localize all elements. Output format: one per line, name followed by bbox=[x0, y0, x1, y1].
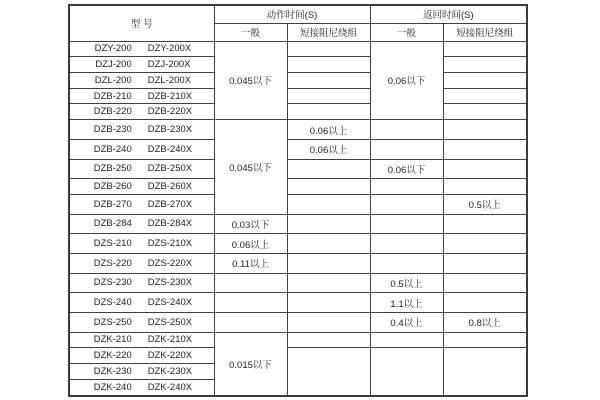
action-damping-subheader: 短接阻尼绕组 bbox=[287, 23, 370, 41]
model-cell bbox=[69, 312, 214, 332]
return-damping-cell bbox=[443, 234, 527, 254]
table-row bbox=[69, 253, 527, 273]
model-cell bbox=[69, 332, 214, 348]
spec-table bbox=[68, 4, 528, 397]
table-row bbox=[69, 57, 527, 73]
model-cell bbox=[69, 139, 214, 159]
model-cell bbox=[69, 72, 214, 88]
table-row bbox=[69, 179, 527, 195]
table-row bbox=[69, 139, 527, 159]
return-damping-cell: 0.5以上 bbox=[443, 194, 527, 214]
model-name-variant: DZB-210X bbox=[147, 90, 193, 102]
return-damping-cell bbox=[443, 120, 527, 140]
action-damping-cell bbox=[287, 57, 370, 73]
model-cell bbox=[69, 253, 214, 273]
model-name-primary: DZB-260 bbox=[93, 181, 132, 193]
return-damping-cell bbox=[443, 139, 527, 159]
action-damping-cell bbox=[287, 253, 370, 273]
return-damping-subheader: 短接阻尼绕组 bbox=[443, 23, 527, 41]
model-name-variant: DZB-240X bbox=[147, 143, 193, 155]
model-cell bbox=[69, 214, 214, 234]
model-name-primary: DZB-250 bbox=[93, 163, 132, 175]
model-name-variant: DZS-240X bbox=[147, 297, 193, 309]
model-name-primary: DZS-220 bbox=[93, 257, 132, 269]
model-header: 型 号 bbox=[69, 5, 214, 41]
action-general-cell: 0.06以上 bbox=[214, 234, 287, 254]
action-damping-cell bbox=[287, 159, 370, 179]
action-general-cell bbox=[214, 312, 287, 332]
model-name-variant: DZS-230X bbox=[147, 277, 193, 289]
action-general-cell: 0.015以下 bbox=[214, 332, 287, 396]
header-row-groups bbox=[69, 5, 527, 23]
action-damping-cell bbox=[287, 179, 370, 195]
model-name-variant: DZK-240X bbox=[147, 381, 193, 393]
action-time-header: 动作时间(S) bbox=[214, 5, 370, 23]
model-cell bbox=[69, 120, 214, 140]
action-general-cell bbox=[214, 293, 287, 313]
model-name-primary: DZK-210 bbox=[93, 334, 132, 346]
model-cell bbox=[69, 57, 214, 73]
return-general-cell bbox=[370, 194, 443, 214]
model-name-primary: DZS-240 bbox=[93, 297, 132, 309]
action-damping-cell bbox=[287, 234, 370, 254]
action-damping-cell bbox=[287, 332, 370, 348]
action-damping-cell: 0.06以上 bbox=[287, 120, 370, 140]
model-name-primary: DZL-200 bbox=[94, 74, 132, 86]
model-name-variant: DZB-284X bbox=[147, 218, 193, 230]
model-name-primary: DZB-240 bbox=[93, 143, 132, 155]
action-general-cell bbox=[214, 273, 287, 293]
action-damping-cell: 0.06以上 bbox=[287, 139, 370, 159]
model-name-primary: DZY-200 bbox=[94, 43, 132, 55]
return-general-cell bbox=[370, 234, 443, 254]
model-name-variant: DZS-250X bbox=[147, 316, 193, 328]
model-cell bbox=[69, 273, 214, 293]
model-name-primary: DZS-230 bbox=[93, 277, 132, 289]
model-name-variant: DZY-200X bbox=[147, 43, 192, 55]
return-damping-cell bbox=[443, 41, 527, 57]
table-row bbox=[69, 312, 527, 332]
return-general-cell: 0.4以上 bbox=[370, 312, 443, 332]
model-name-primary: DZB-220 bbox=[93, 106, 132, 118]
table-row bbox=[69, 348, 527, 364]
model-name-primary: DZJ-200 bbox=[95, 59, 132, 71]
action-damping-cell bbox=[287, 88, 370, 104]
return-general-cell bbox=[370, 179, 443, 195]
action-damping-cell bbox=[287, 273, 370, 293]
return-damping-cell bbox=[443, 88, 527, 104]
model-name-variant: DZB-230X bbox=[147, 124, 193, 135]
return-damping-cell bbox=[443, 72, 527, 88]
action-damping-cell bbox=[287, 72, 370, 88]
model-name-variant: DZB-270X bbox=[147, 198, 193, 210]
action-damping-cell bbox=[287, 194, 370, 214]
return-general-cell bbox=[370, 139, 443, 159]
return-damping-cell bbox=[443, 253, 527, 273]
action-damping-cell bbox=[287, 293, 370, 313]
model-name-variant: DZL-200X bbox=[147, 74, 192, 86]
return-damping-cell bbox=[443, 332, 527, 348]
model-cell bbox=[69, 348, 214, 364]
model-name-variant: DZJ-200X bbox=[147, 59, 191, 71]
return-general-cell: 0.06以下 bbox=[370, 159, 443, 179]
table-row bbox=[69, 104, 527, 120]
action-general-cell: 0.11以上 bbox=[214, 253, 287, 273]
return-damping-cell bbox=[443, 179, 527, 195]
return-general-cell: 0.5以上 bbox=[370, 273, 443, 293]
model-cell bbox=[69, 293, 214, 313]
return-general-cell: 0.06以下 bbox=[370, 41, 443, 120]
model-cell bbox=[69, 104, 214, 120]
action-general-cell: 0.045以下 bbox=[214, 41, 287, 120]
table-row bbox=[69, 194, 527, 214]
action-general-cell: 0.045以下 bbox=[214, 120, 287, 214]
return-general-cell: 1.1以上 bbox=[370, 293, 443, 313]
return-damping-cell bbox=[443, 293, 527, 313]
model-name-variant: DZK-210X bbox=[147, 334, 193, 346]
model-name-variant: DZB-260X bbox=[147, 181, 193, 193]
model-name-primary: DZK-230 bbox=[93, 365, 132, 377]
return-general-cell bbox=[370, 120, 443, 140]
model-name-primary: DZB-284 bbox=[93, 218, 132, 230]
model-name-primary: DZB-210 bbox=[93, 90, 132, 102]
model-name-primary: DZK-240 bbox=[93, 381, 132, 393]
action-damping-cell bbox=[287, 104, 370, 120]
table-row bbox=[69, 332, 527, 348]
return-general-cell bbox=[370, 348, 443, 396]
model-cell bbox=[69, 41, 214, 57]
table-row bbox=[69, 293, 527, 313]
return-damping-cell bbox=[443, 104, 527, 120]
model-name-primary: DZK-220 bbox=[93, 350, 132, 362]
action-damping-cell bbox=[287, 348, 370, 396]
table-row bbox=[69, 234, 527, 254]
return-damping-cell bbox=[443, 348, 527, 396]
model-cell bbox=[69, 88, 214, 104]
model-name-primary: DZS-250 bbox=[93, 316, 132, 328]
model-name-variant: DZS-220X bbox=[147, 257, 193, 269]
model-cell bbox=[69, 159, 214, 179]
table-row bbox=[69, 120, 527, 140]
action-damping-cell bbox=[287, 312, 370, 332]
model-name-variant: DZS-210X bbox=[147, 238, 193, 250]
action-damping-cell bbox=[287, 41, 370, 57]
table-row bbox=[69, 41, 527, 57]
return-damping-cell bbox=[443, 273, 527, 293]
return-time-header: 返回时间(S) bbox=[370, 5, 527, 23]
table-row bbox=[69, 273, 527, 293]
model-cell bbox=[69, 179, 214, 195]
table-row bbox=[69, 159, 527, 179]
action-general-subheader: 一般 bbox=[214, 23, 287, 41]
table-row bbox=[69, 214, 527, 234]
model-cell bbox=[69, 234, 214, 254]
model-cell bbox=[69, 364, 214, 380]
action-damping-cell bbox=[287, 214, 370, 234]
model-name-primary: DZB-270 bbox=[93, 198, 132, 210]
table-row bbox=[69, 72, 527, 88]
action-general-cell: 0.03以下 bbox=[214, 214, 287, 234]
model-name-primary: DZB-230 bbox=[93, 124, 132, 135]
model-name-variant: DZB-220X bbox=[147, 106, 193, 118]
return-general-cell bbox=[370, 253, 443, 273]
model-name-primary: DZS-210 bbox=[93, 238, 132, 250]
model-cell bbox=[69, 194, 214, 214]
return-damping-cell bbox=[443, 57, 527, 73]
return-damping-cell bbox=[443, 214, 527, 234]
model-cell bbox=[69, 379, 214, 396]
table-row bbox=[69, 88, 527, 104]
model-name-variant: DZB-250X bbox=[147, 163, 193, 175]
model-name-variant: DZK-230X bbox=[147, 365, 193, 377]
return-general-cell bbox=[370, 214, 443, 234]
return-damping-cell: 0.8以上 bbox=[443, 312, 527, 332]
model-name-variant: DZK-220X bbox=[147, 350, 193, 362]
return-general-cell bbox=[370, 332, 443, 348]
return-damping-cell bbox=[443, 159, 527, 179]
return-general-subheader: 一般 bbox=[370, 23, 443, 41]
